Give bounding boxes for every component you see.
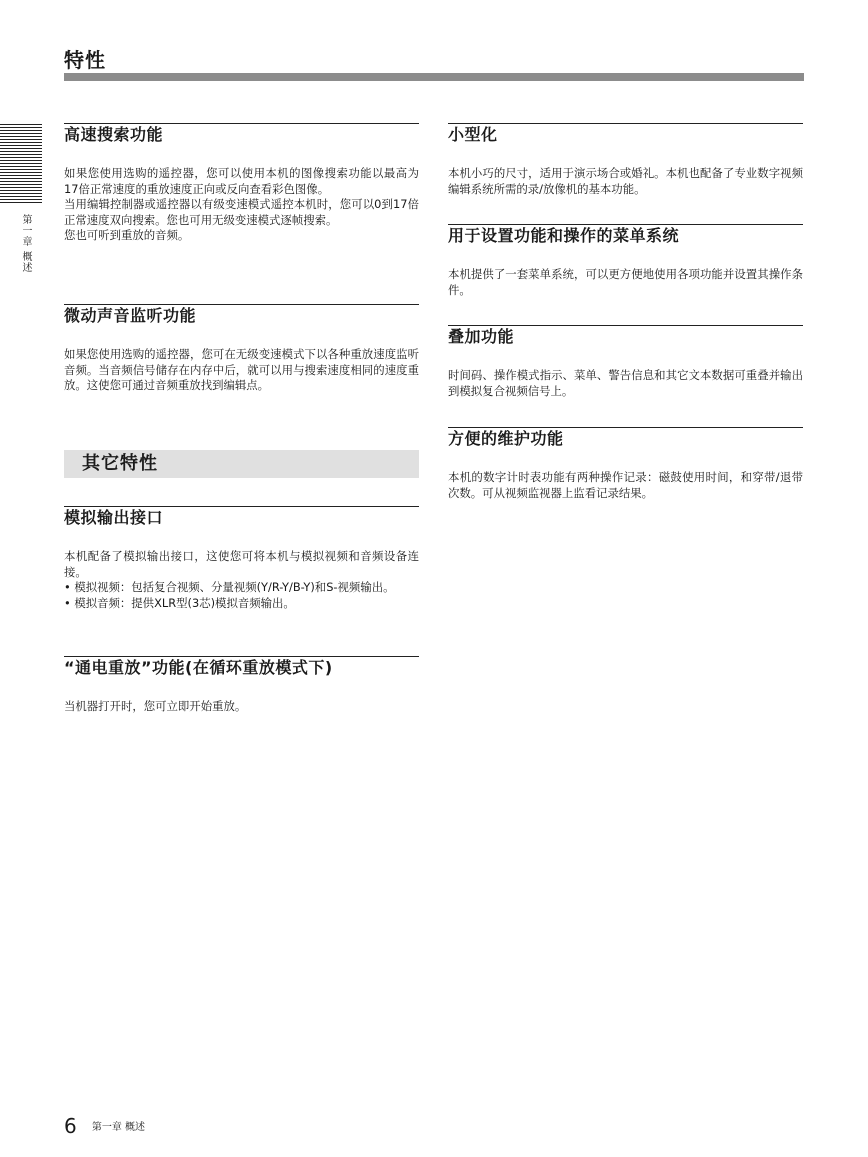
section-banner: 其它特性 bbox=[64, 450, 419, 478]
page-footer bbox=[64, 1114, 145, 1138]
bullet-list bbox=[64, 580, 419, 611]
section-body bbox=[64, 549, 419, 611]
paragraph: 时间码、操作模式指示、菜单、警告信息和其它文本数据可重叠并输出到模拟复合视频信号上。 bbox=[448, 368, 803, 398]
section-body bbox=[64, 166, 419, 244]
section-body bbox=[448, 368, 803, 399]
page-number: 6 bbox=[64, 1114, 77, 1138]
section-power-on-play bbox=[64, 656, 419, 715]
section-body bbox=[64, 699, 419, 715]
section-analog-output bbox=[64, 506, 419, 656]
section-title: 模拟输出接口 bbox=[64, 506, 419, 528]
section-compact bbox=[448, 123, 803, 224]
section-body bbox=[448, 470, 803, 501]
section-high-speed-search bbox=[64, 123, 419, 304]
paragraph: 如果您使用选购的遥控器，您可以使用本机的图像搜索功能以最高为17倍正常速度的重放速度正向或反向查看彩色图像。 bbox=[64, 166, 419, 196]
section-title: 高速搜索功能 bbox=[64, 123, 419, 145]
paragraph: 本机提供了一套菜单系统，可以更方便地使用各项功能并设置其操作条件。 bbox=[448, 267, 803, 297]
section-title: 小型化 bbox=[448, 123, 803, 145]
paragraph: 当用编辑控制器或遥控器以有级变速模式遥控本机时，您可以0到17倍正常速度双向搜索。您也可用无级变速模式逐帧搜索。 bbox=[64, 197, 419, 227]
section-body bbox=[448, 166, 803, 197]
side-stripes bbox=[0, 124, 42, 204]
page-title: 特性 bbox=[64, 48, 106, 72]
paragraph: 本机的数字计时表功能有两种操作记录：磁鼓使用时间，和穿带/退带次数。可从视频监视器上监看记录结果。 bbox=[448, 470, 803, 500]
bullet-item: • 模拟音频：提供XLR型(3芯)模拟音频输出。 bbox=[64, 595, 295, 610]
section-title: “通电重放”功能(在循环重放模式下) bbox=[64, 656, 419, 678]
title-bar bbox=[64, 73, 804, 81]
section-superimpose bbox=[448, 325, 803, 427]
section-body bbox=[448, 267, 803, 298]
paragraph: 您也可听到重放的音频。 bbox=[64, 228, 190, 242]
left-column bbox=[64, 123, 419, 715]
section-title: 用于设置功能和操作的菜单系统 bbox=[448, 224, 803, 246]
section-title: 方便的维护功能 bbox=[448, 427, 803, 449]
paragraph: 如果您使用选购的遥控器，您可在无级变速模式下以各种重放速度监听音频。当音频信号储存在内存中后，就可以用与搜索速度相同的速度重放。这使您可通过音频重放找到编辑点。 bbox=[64, 347, 419, 392]
section-maintenance bbox=[448, 427, 803, 501]
section-title: 叠加功能 bbox=[448, 325, 803, 347]
footer-chapter-label: 第一章 概述 bbox=[91, 1122, 146, 1133]
paragraph: 本机小巧的尺寸，适用于演示场合或婚礼。本机也配备了专业数字视频编辑系统所需的录/放像机的基本功能。 bbox=[448, 166, 803, 196]
paragraph: 当机器打开时，您可立即开始重放。 bbox=[64, 699, 247, 713]
side-chapter-label: 第一章 概述 bbox=[20, 214, 31, 274]
section-jog-audio-monitor bbox=[64, 304, 419, 450]
section-body bbox=[64, 347, 419, 394]
right-column bbox=[448, 123, 803, 501]
section-menu-system bbox=[448, 224, 803, 325]
paragraph: 本机配备了模拟输出接口，这使您可将本机与模拟视频和音频设备连接。 bbox=[64, 549, 419, 579]
bullet-item: • 模拟视频：包括复合视频、分量视频(Y/R-Y/B-Y)和S-视频输出。 bbox=[64, 580, 395, 594]
section-title: 微动声音监听功能 bbox=[64, 304, 419, 326]
